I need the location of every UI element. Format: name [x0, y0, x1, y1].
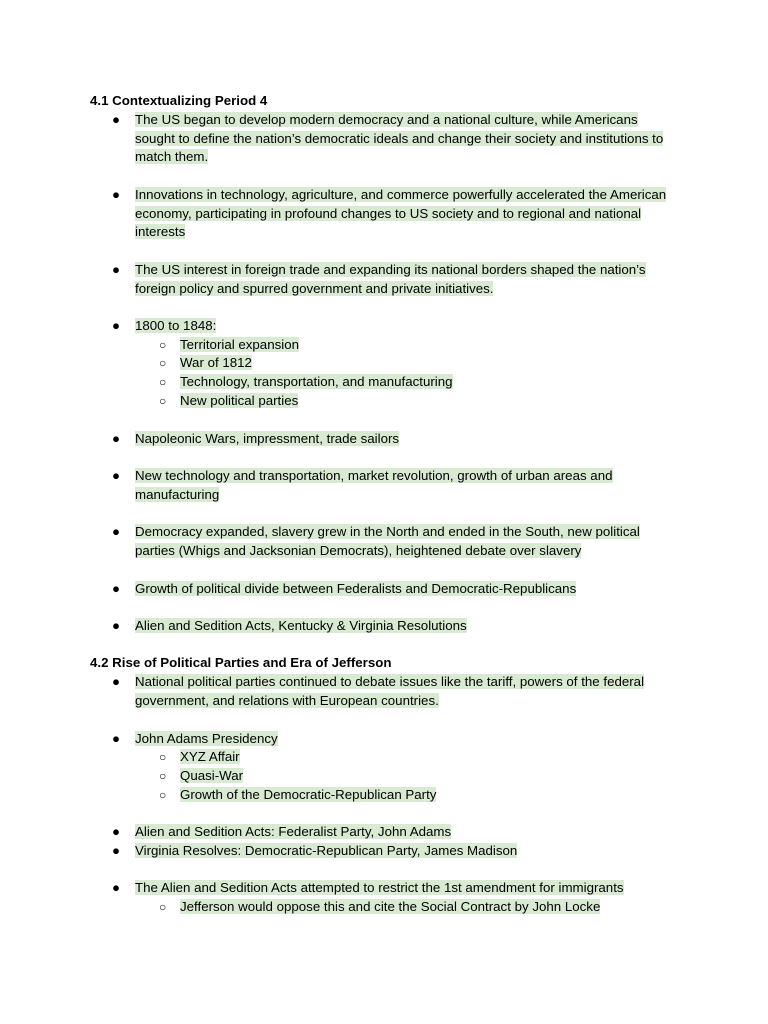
bullet-icon: ●: [112, 824, 121, 839]
sub-list-item-text: Quasi-War: [180, 768, 244, 783]
circle-bullet-icon: ○: [159, 338, 167, 352]
sub-list-item-text: War of 1812: [180, 355, 252, 370]
circle-bullet-icon: ○: [159, 900, 167, 914]
bullet-icon: ●: [112, 112, 121, 127]
list-item-text: National political parties continued to debate issues like the tariff, powers of the federal government, and relations with European countries.: [135, 674, 645, 708]
bullet-icon: ●: [112, 262, 121, 277]
list-item-text: The US began to develop modern democracy and a national culture, while Americans sought to define the nation’s democratic ideals and change their society and institutions to match them.: [135, 112, 664, 165]
list-item-text: John Adams Presidency: [135, 731, 278, 746]
bullet-icon: ●: [112, 431, 121, 446]
circle-bullet-icon: ○: [159, 788, 167, 802]
circle-bullet-icon: ○: [159, 769, 167, 783]
list-item-text: 1800 to 1848:: [135, 318, 217, 333]
sub-list-item-text: XYZ Affair: [180, 749, 240, 764]
list-item-text: Alien and Sedition Acts, Kentucky & Virginia Resolutions: [135, 618, 467, 633]
bullet-icon: ●: [112, 880, 121, 895]
list-item-text: The US interest in foreign trade and expanding its national borders shaped the nation’s foreign policy and spurred government and private initiatives.: [135, 262, 646, 296]
circle-bullet-icon: ○: [159, 394, 167, 408]
sub-list-item-text: Growth of the Democratic-Republican Party: [180, 787, 437, 802]
bullet-icon: ●: [112, 524, 121, 539]
bullet-icon: ●: [112, 674, 121, 689]
sub-list-item-text: Jefferson would oppose this and cite the Social Contract by John Locke: [180, 899, 601, 914]
circle-bullet-icon: ○: [159, 375, 167, 389]
list-item-text: Growth of political divide between Federalists and Democratic-Republicans: [135, 581, 577, 596]
section-heading: 4.1 Contextualizing Period 4: [90, 93, 268, 108]
sub-list-item-text: New political parties: [180, 393, 299, 408]
list-item-text: Virginia Resolves: Democratic-Republican Party, James Madison: [135, 843, 518, 858]
circle-bullet-icon: ○: [159, 356, 167, 370]
sub-list-item-text: Technology, transportation, and manufacturing: [180, 374, 453, 389]
bullet-icon: ●: [112, 187, 121, 202]
bullet-icon: ●: [112, 581, 121, 596]
section-heading: 4.2 Rise of Political Parties and Era of Jefferson: [90, 655, 392, 670]
bullet-icon: ●: [112, 731, 121, 746]
bullet-icon: ●: [112, 468, 121, 483]
list-item-text: Democracy expanded, slavery grew in the North and ended in the South, new political parties (Whigs and Jacksonian Democrats), heightened debate over slavery: [135, 524, 640, 558]
bullet-icon: ●: [112, 618, 121, 633]
list-item-text: New technology and transportation, market revolution, growth of urban areas and manufacturing: [135, 468, 613, 502]
list-item-text: Innovations in technology, agriculture, and commerce powerfully accelerated the American economy, participating in profound changes to US society and to regional and national interests: [135, 187, 667, 240]
bullet-icon: ●: [112, 843, 121, 858]
list-item-text: The Alien and Sedition Acts attempted to restrict the 1st amendment for immigrants: [135, 880, 624, 895]
list-item-text: Napoleonic Wars, impressment, trade sailors: [135, 431, 400, 446]
bullet-icon: ●: [112, 318, 121, 333]
circle-bullet-icon: ○: [159, 750, 167, 764]
list-item-text: Alien and Sedition Acts: Federalist Party, John Adams: [135, 824, 452, 839]
sub-list-item-text: Territorial expansion: [180, 337, 299, 352]
